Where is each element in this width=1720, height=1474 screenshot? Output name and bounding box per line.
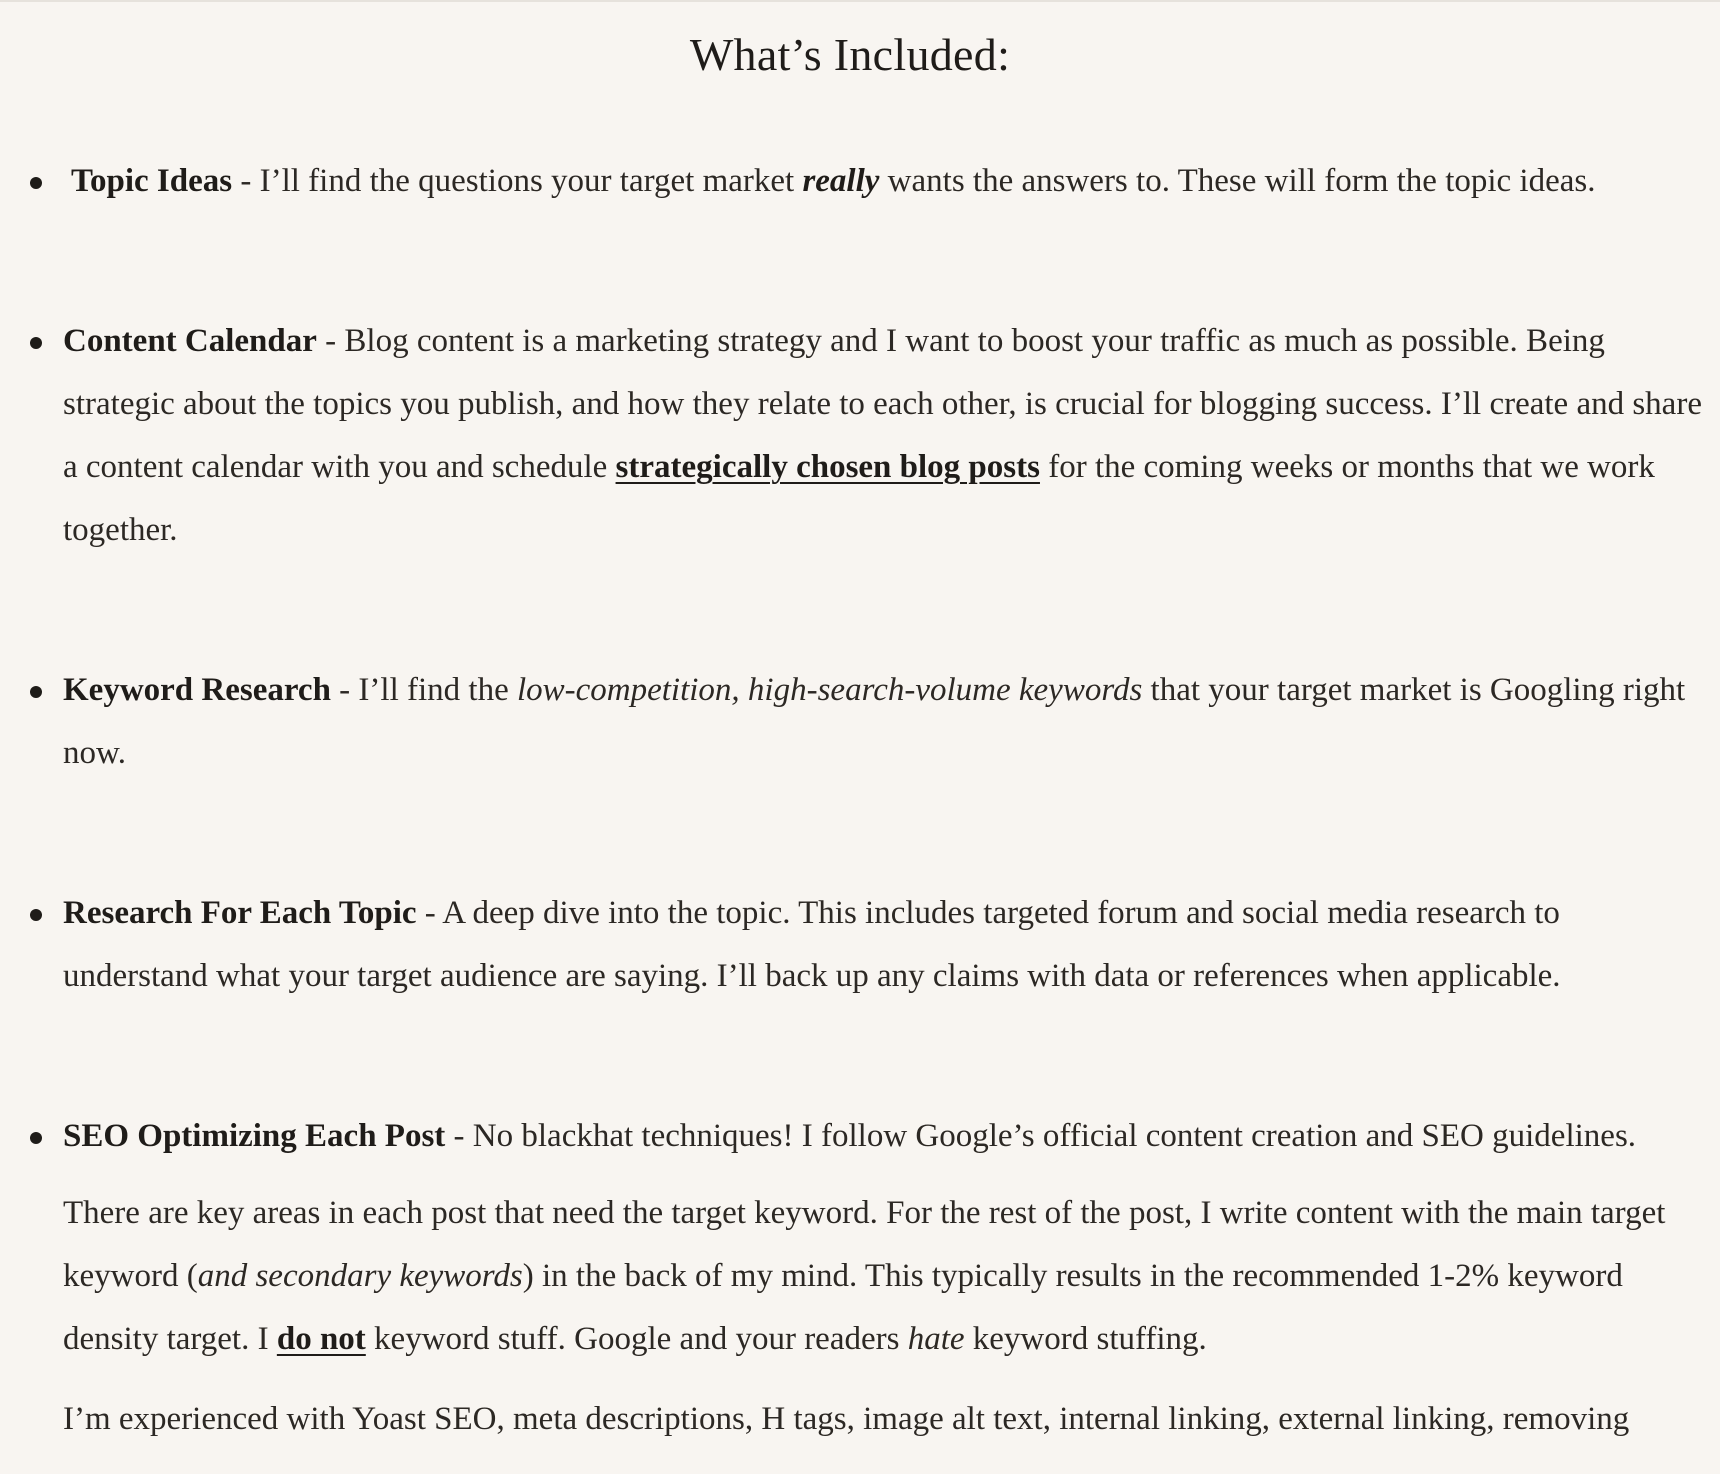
do-not-link[interactable]: do not [276, 1321, 366, 1357]
bullet-icon [30, 177, 42, 189]
list-item-seo-optimizing [0, 1105, 1720, 1451]
bullet-icon [30, 686, 42, 698]
list-item-term: Topic Ideas [71, 163, 233, 199]
strategic-posts-link[interactable]: strategically chosen blog posts [615, 449, 1040, 485]
bullet-icon [30, 1132, 42, 1144]
list-item-term: Content Calendar [63, 323, 317, 359]
emphasis: hate [907, 1321, 965, 1357]
seo-paragraph-experience: I’m experienced with Yoast SEO, meta descriptions, H tags, image alt text, internal linking, external linking, removing [63, 1401, 1630, 1437]
text: I’ll find the questions your target market [259, 163, 803, 199]
list-item-text [63, 163, 1595, 199]
text: I’ll find the [358, 672, 517, 708]
list-item-research-each-topic [0, 882, 1720, 1008]
bullet-icon [30, 337, 42, 349]
list-item-keyword-research [0, 659, 1720, 785]
text: keyword stuffing. [964, 1321, 1207, 1357]
text: that your target market is Googling right now. [63, 672, 1686, 771]
list-item-text [63, 672, 1685, 771]
bullet-icon [30, 909, 42, 921]
list-item-topic-ideas [0, 150, 1720, 213]
feature-list [0, 150, 1720, 1451]
emphasis: low-competition, high-search-volume keywords [516, 672, 1143, 708]
list-item-text [63, 895, 1561, 994]
text: for the coming weeks or months that we work together. [63, 449, 1655, 548]
top-divider [0, 0, 1720, 2]
text: No blackhat techniques! I follow Google’s official content creation and SEO guidelines. [472, 1118, 1637, 1154]
text: wants the answers to. These will form the topic ideas. [879, 163, 1596, 199]
section-heading: What’s Included: [689, 29, 1011, 80]
separator: - [316, 323, 345, 359]
text: Blog content is a marketing strategy and I want to boost your traffic as much as possible. Being strategic about the topics you publish, and how they relate to each other, is crucial for blogging success. I’ll create and share a content calendar with you and schedule [63, 323, 1702, 485]
separator: - [330, 672, 359, 708]
list-item-content-calendar [0, 310, 1720, 562]
list-item-term: SEO Optimizing Each Post [63, 1118, 446, 1154]
separator: - [416, 895, 443, 931]
separator: - [445, 1118, 473, 1154]
text: keyword stuff. Google and your readers [365, 1321, 908, 1357]
separator: - [232, 163, 260, 199]
list-item-text [63, 323, 1702, 548]
list-item-term: Research For Each Topic [63, 895, 417, 931]
emphasis: really [802, 163, 880, 199]
text: There are key areas in each post that need the target keyword. For the rest of the post, I write content with the main target keyword ( [63, 1195, 1666, 1294]
list-item-term: Keyword Research [63, 672, 331, 708]
list-item-text [63, 1118, 1636, 1154]
text: ) in the back of my mind. This typically results in the recommended 1-2% keyword density target. I [63, 1258, 1623, 1357]
seo-paragraph-keywords [63, 1182, 1708, 1371]
text: A deep dive into the topic. This includes targeted forum and social media research to understand what your target audience are saying. I’ll back up any claims with data or references when applicable. [63, 895, 1561, 994]
emphasis: and secondary keywords [197, 1258, 523, 1294]
